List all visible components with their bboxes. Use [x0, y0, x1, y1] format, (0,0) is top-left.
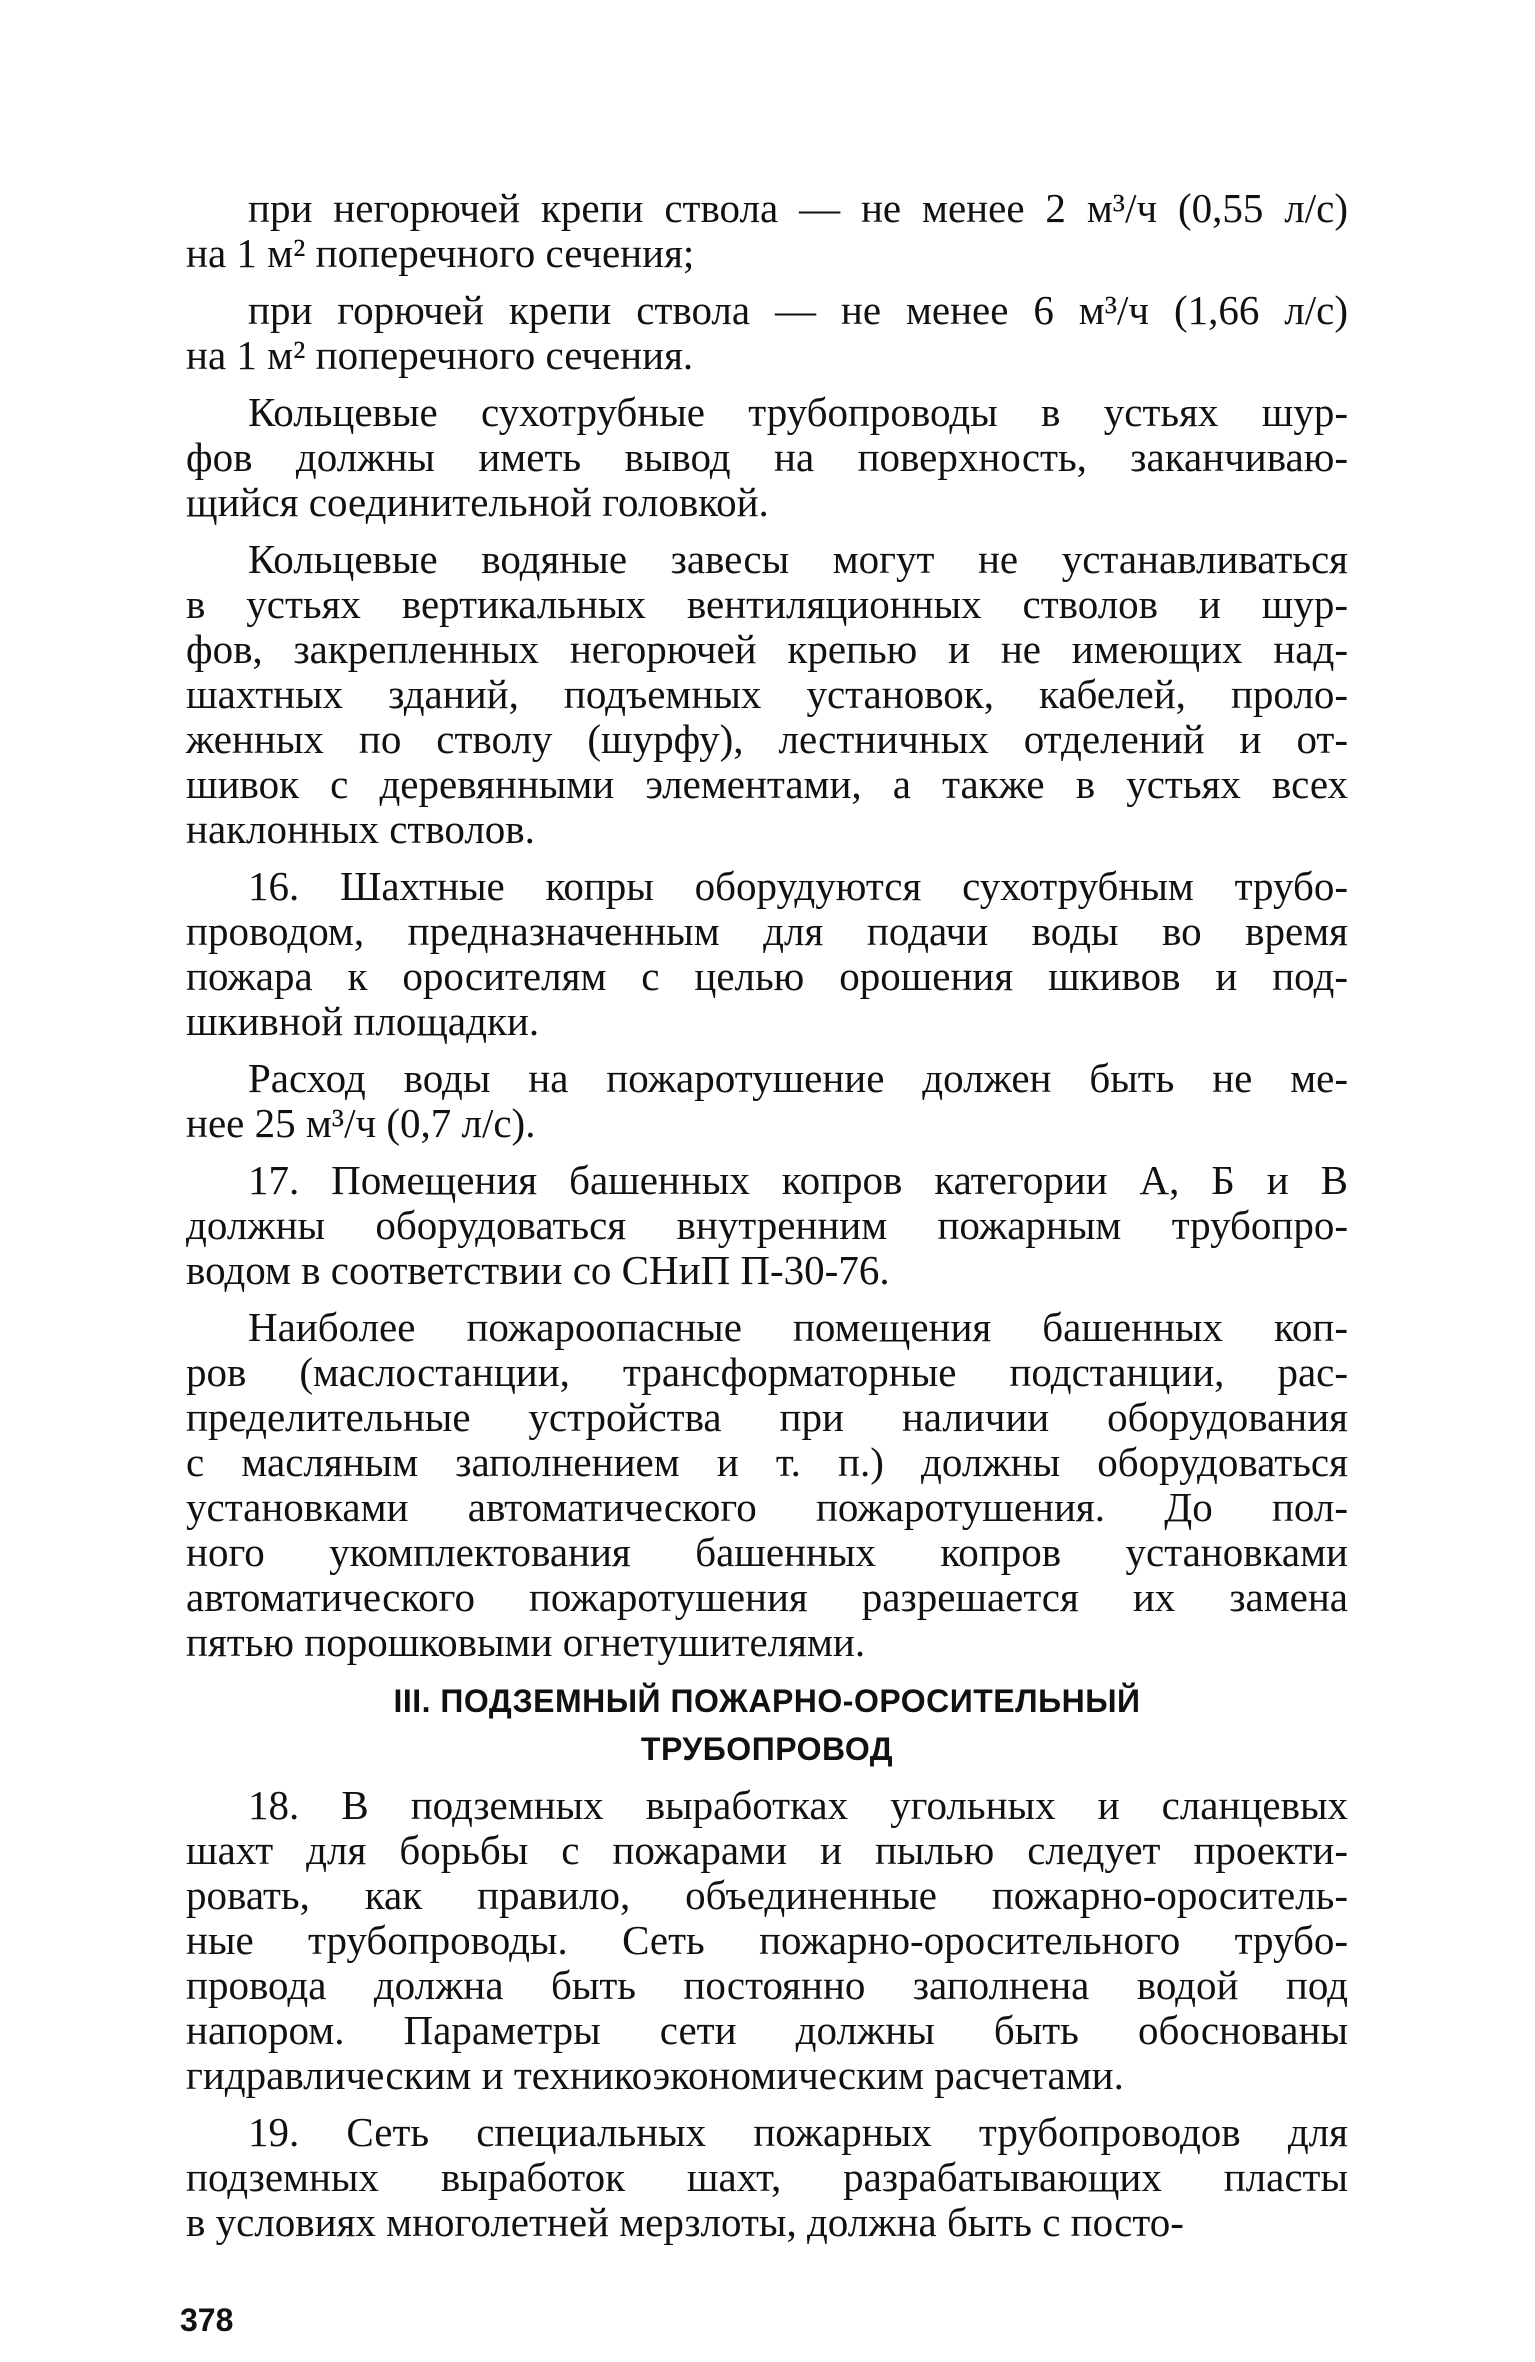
- text-line: шивок с деревянными элементами, а также в устьях всех: [186, 761, 1348, 807]
- paragraph: [186, 864, 1348, 1044]
- text-block-before-heading: [186, 186, 1348, 1665]
- text-line: нее 25 м³/ч (0,7 л/с).: [186, 1100, 536, 1146]
- text-line: автоматического пожаротушения разрешается их замена: [186, 1574, 1348, 1620]
- paragraph: [186, 1305, 1348, 1665]
- text-line: Кольцевые сухотрубные трубопроводы в устьях шур-: [248, 389, 1348, 435]
- section-heading-line-1: III. ПОДЗЕМНЫЙ ПОЖАРНО-ОРОСИТЕЛЬНЫЙ: [393, 1683, 1141, 1719]
- text-line: пределительные устройства при наличии оборудования: [186, 1394, 1348, 1440]
- text-line: установками автоматического пожаротушения. До пол-: [186, 1484, 1348, 1530]
- text-line: 17. Помещения башенных копров категории А, Б и В: [248, 1157, 1348, 1203]
- paragraph: [186, 537, 1348, 852]
- section-heading-line-2: ТРУБОПРОВОД: [640, 1731, 894, 1767]
- text-line: проводом, предназначенным для подачи воды во время: [186, 908, 1348, 954]
- document-page: [186, 186, 1348, 2257]
- text-line: на 1 м² поперечного сечения;: [186, 230, 695, 276]
- text-line: Расход воды на пожаротушение должен быть не ме-: [248, 1055, 1348, 1101]
- text-line: ровать, как правило, объединенные пожарно-ороситель-: [186, 1872, 1348, 1918]
- text-line: пятью порошковыми огнетушителями.: [186, 1619, 866, 1665]
- text-line: 16. Шахтные копры оборудуются сухотрубным трубо-: [248, 863, 1348, 909]
- text-line: при горючей крепи ствола — не менее 6 м³/ч (1,66 л/с): [248, 287, 1348, 333]
- text-line: в устьях вертикальных вентиляционных стволов и шур-: [186, 581, 1348, 627]
- text-line: с масляным заполнением и т. п.) должны оборудоваться: [186, 1439, 1348, 1485]
- paragraph: [186, 1783, 1348, 2098]
- page-number: 378: [180, 2302, 234, 2338]
- text-line: щийся соединительной головкой.: [186, 479, 769, 525]
- text-line: Наиболее пожароопасные помещения башенных коп-: [248, 1304, 1348, 1350]
- text-line: водом в соответствии со СНиП П-30-76.: [186, 1247, 890, 1293]
- paragraph: [186, 390, 1348, 525]
- paragraph: [186, 288, 1348, 378]
- text-line: шахтных зданий, подъемных установок, кабелей, проло-: [186, 671, 1348, 717]
- paragraph: [186, 1158, 1348, 1293]
- text-line: пожара к оросителям с целью орошения шкивов и под-: [186, 953, 1348, 999]
- text-line: ные трубопроводы. Сеть пожарно-оросительного трубо-: [186, 1917, 1348, 1963]
- text-line: ров (маслостанции, трансформаторные подстанции, рас-: [186, 1349, 1348, 1395]
- text-line: шахт для борьбы с пожарами и пылью следует проекти-: [186, 1827, 1348, 1873]
- section-heading: [186, 1677, 1348, 1773]
- text-line: шкивной площадки.: [186, 998, 540, 1044]
- paragraph: [186, 1056, 1348, 1146]
- paragraph: [186, 186, 1348, 276]
- text-line: на 1 м² поперечного сечения.: [186, 332, 694, 378]
- text-line: Кольцевые водяные завесы могут не устанавливаться: [248, 536, 1348, 582]
- text-line: фов должны иметь вывод на поверхность, заканчиваю-: [186, 434, 1348, 480]
- text-block-after-heading: [186, 1783, 1348, 2245]
- text-line: провода должна быть постоянно заполнена водой под: [186, 1962, 1348, 2008]
- text-line: ного укомплектования башенных копров установками: [186, 1529, 1348, 1575]
- text-line: при негорючей крепи ствола — не менее 2 м³/ч (0,55 л/с): [248, 185, 1348, 231]
- text-line: подземных выработок шахт, разрабатывающих пласты: [186, 2154, 1348, 2200]
- paragraph: [186, 2110, 1348, 2245]
- text-line: 19. Сеть специальных пожарных трубопроводов для: [248, 2109, 1348, 2155]
- text-line: гидравлическим и техникоэкономическим расчетами.: [186, 2052, 1124, 2098]
- text-line: напором. Параметры сети должны быть обоснованы: [186, 2007, 1348, 2053]
- text-line: наклонных стволов.: [186, 806, 535, 852]
- text-line: фов, закрепленных негорючей крепью и не имеющих над-: [186, 626, 1348, 672]
- text-line: должны оборудоваться внутренним пожарным трубопро-: [186, 1202, 1348, 1248]
- text-line: в условиях многолетней мерзлоты, должна быть с посто-: [186, 2199, 1184, 2245]
- text-line: 18. В подземных выработках угольных и сланцевых: [248, 1782, 1348, 1828]
- text-line: женных по стволу (шурфу), лестничных отделений и от-: [186, 716, 1348, 762]
